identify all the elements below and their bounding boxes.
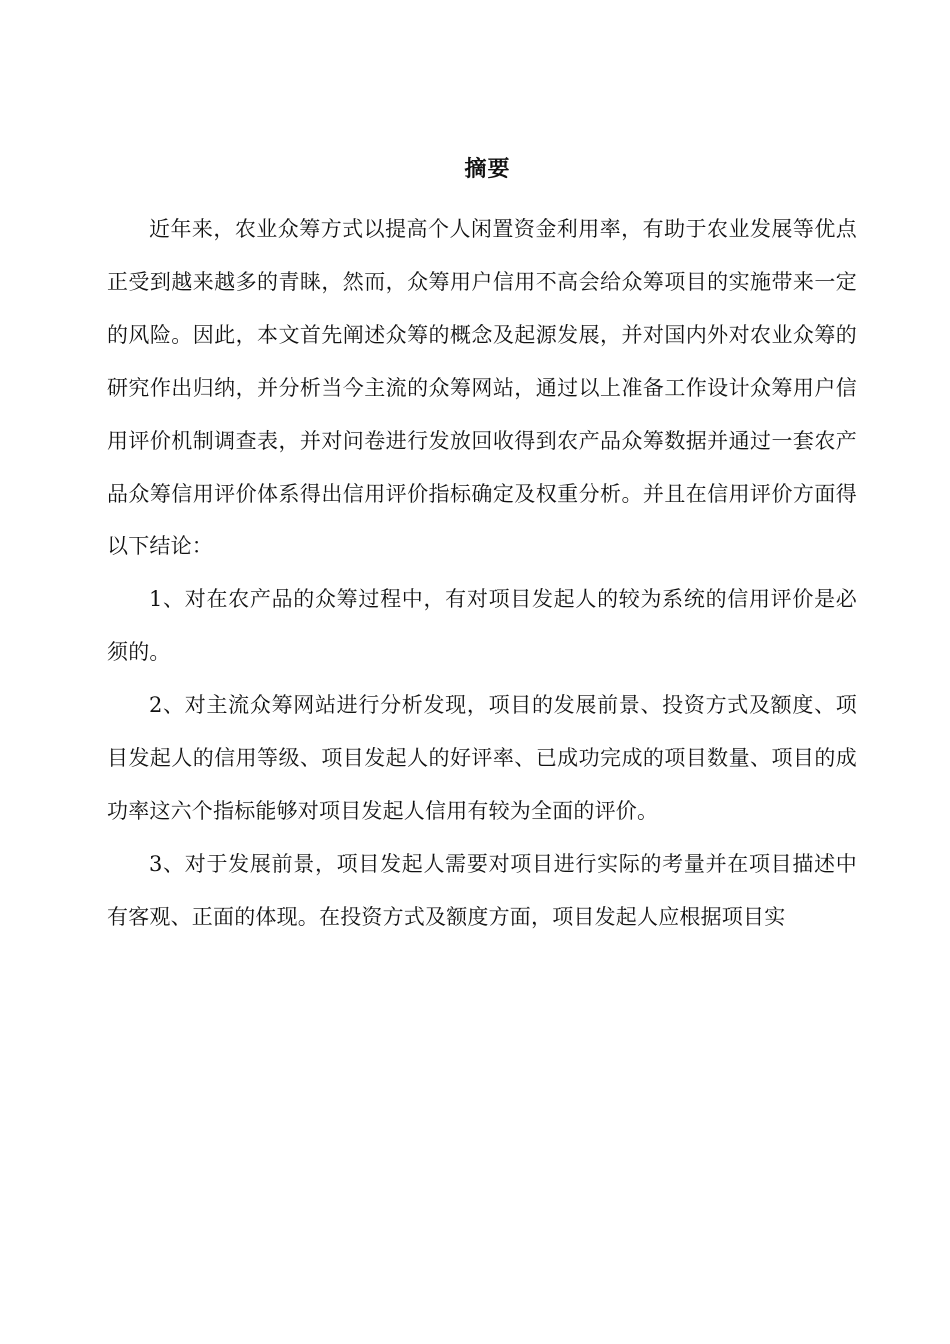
abstract-body [107,203,857,944]
conclusion-item-1: 1、对在农产品的众筹过程中，有对项目发起人的较为系统的信用评价是必须的。 [107,587,857,665]
abstract-paragraph-intro: 近年来，农业众筹方式以提高个人闲置资金利用率，有助于农业发展等优点正受到越来越多的青睐，然而，众筹用户信用不高会给众筹项目的实施带来一定的风险。因此，本文首先阐述众筹的概念及起源发展，并对国内外对农业众筹的研究作出归纳，并分析当今主流的众筹网站，通过以上准备工作设计众筹用户信用评价机制调查表，并对问卷进行发放回收得到农产品众筹数据并通过一套农产品众筹信用评价体系得出信用评价指标确定及权重分析。并且在信用评价方面得以下结论： [107,217,857,559]
abstract-title: 摘要 [464,156,511,182]
conclusion-item-3: 3、对于发展前景，项目发起人需要对项目进行实际的考量并在项目描述中有客观、正面的体现。在投资方式及额度方面，项目发起人应根据项目实 [107,851,857,929]
conclusion-item-2: 2、对主流众筹网站进行分析发现，项目的发展前景、投资方式及额度、项目发起人的信用等级、项目发起人的好评率、已成功完成的项目数量、项目的成功率这六个指标能够对项目发起人信用有较为全面的评价。 [107,693,857,823]
